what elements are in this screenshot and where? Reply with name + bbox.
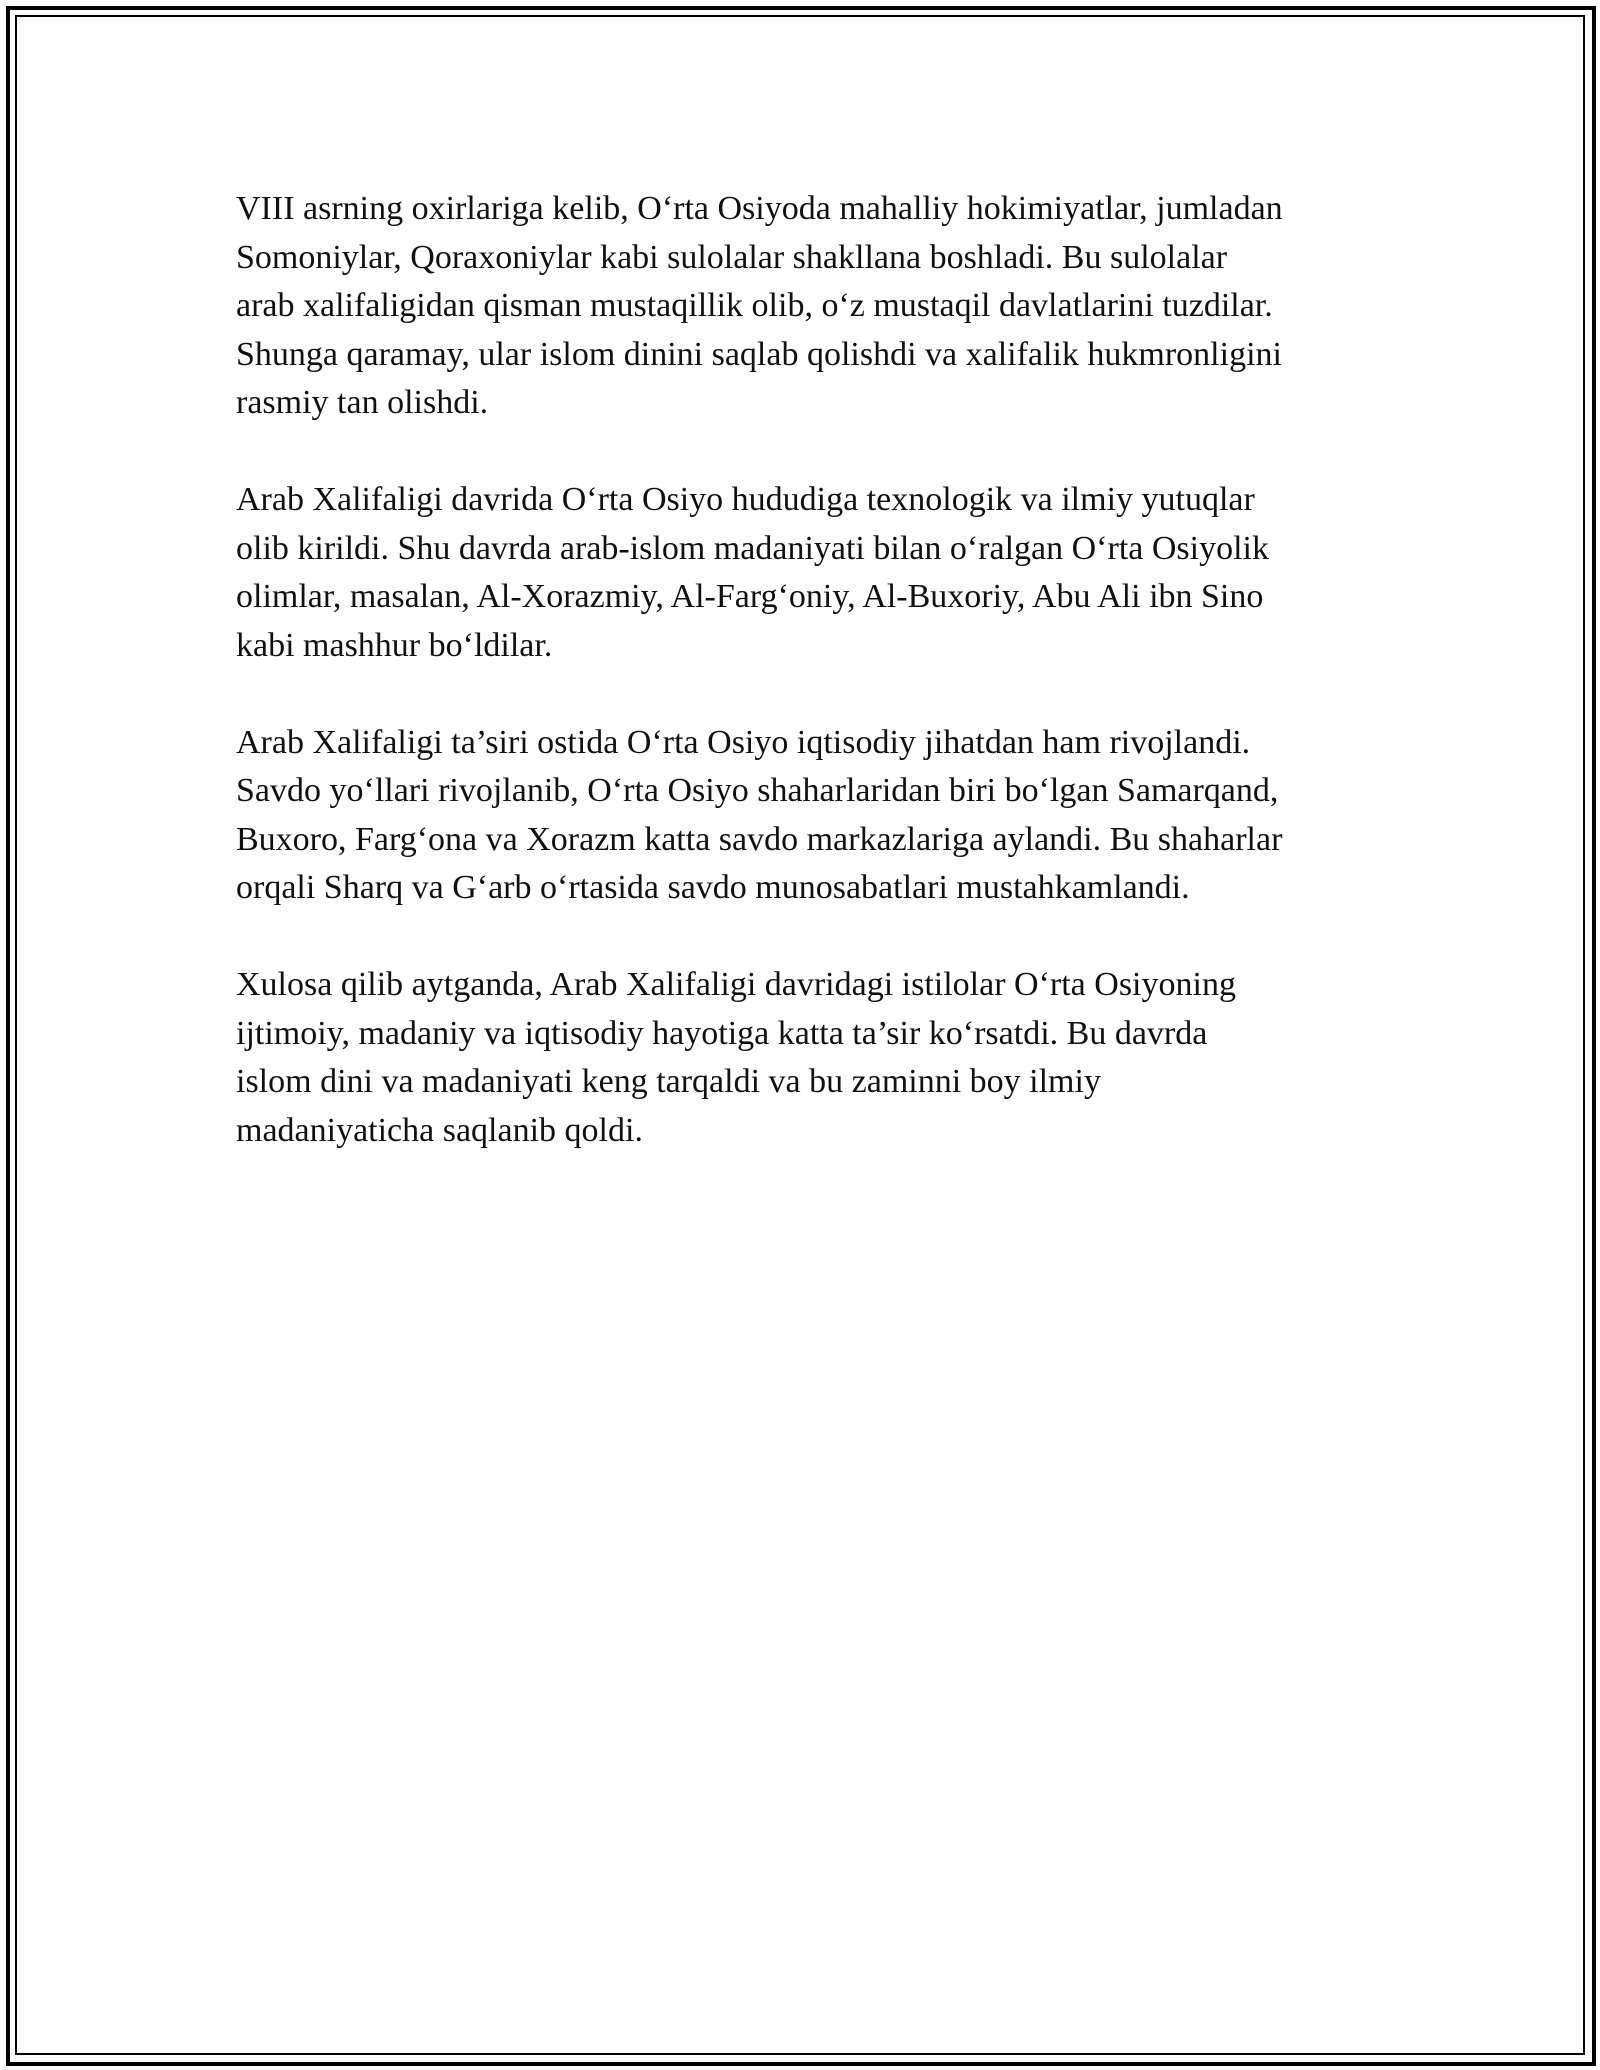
- paragraph-2: Arab Xalifaligi davrida O‘rta Osiyo hududiga texnologik va ilmiy yutuqlar olib kirildi. Shu davrda arab-islom madaniyati bilan o‘ralgan O‘rta Osiyolik olimlar, masalan, Al-Xorazmiy, Al-Farg‘oniy, Al-Buxoriy, Abu Ali ibn Sino kabi mashhur bo‘ldilar.: [236, 481, 1269, 664]
- paragraph-1: VIII asrning oxirlariga kelib, O‘rta Osiyoda mahalliy hokimiyatlar, jumladan Somoniylar, Qoraxoniylar kabi sulolalar shakllana boshladi. Bu sulolalar arab xalifaligidan qisman mustaqillik olib, o‘z mustaqil davlatlarini tuzdilar. Shunga qaramay, ular islom dinini saqlab qolishdi va xalifalik hukmronligini rasmiy tan olishdi.: [236, 190, 1283, 421]
- paragraph-4: Xulosa qilib aytganda, Arab Xalifaligi davridagi istilolar O‘rta Osiyoning ijtimoiy, madaniy va iqtisodiy hayotiga katta ta’sir ko‘rsatdi. Bu davrda islom dini va madaniyati keng tarqaldi va bu zaminni boy ilmiy madaniyaticha saqlanib qoldi.: [236, 966, 1236, 1149]
- document-body: [236, 185, 1386, 1204]
- paragraph-3: Arab Xalifaligi ta’siri ostida O‘rta Osiyo iqtisodiy jihatdan ham rivojlandi. Savdo yo‘llari rivojlanib, O‘rta Osiyo shaharlaridan biri bo‘lgan Samarqand, Buxoro, Farg‘ona va Xorazm katta savdo markazlariga aylandi. Bu shaharlar orqali Sharq va G‘arb o‘rtasida savdo munosabatlari mustahkamlandi.: [236, 723, 1283, 906]
